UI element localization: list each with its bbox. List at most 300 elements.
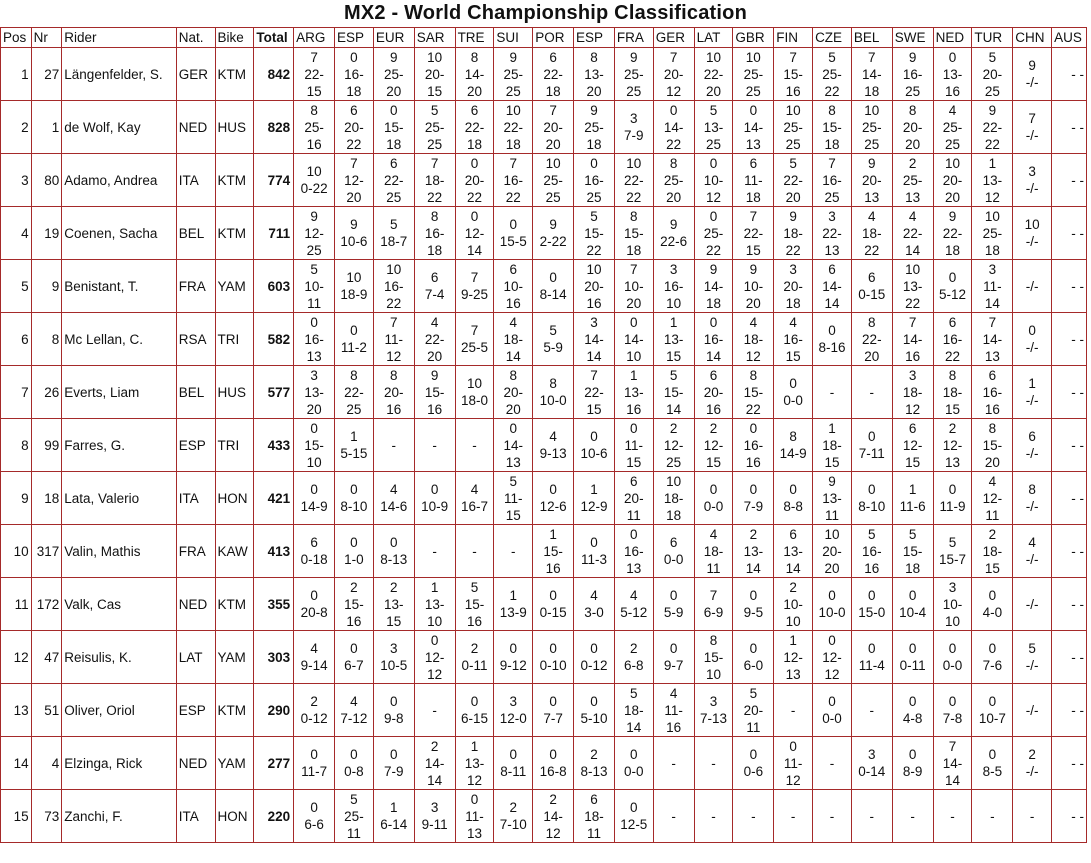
bike-cell: HUS — [215, 101, 254, 154]
race-result-cell: 3 10-5 — [373, 631, 414, 684]
nationality-cell: RSA — [176, 313, 215, 366]
race-result-cell: - — [455, 525, 494, 578]
race-result-cell: 3 -/- — [1013, 154, 1052, 207]
race-result-cell: 0 11-9 — [933, 472, 972, 525]
race-result-cell: - - — [1052, 525, 1087, 578]
number-cell: 172 — [31, 578, 62, 631]
bike-cell: KTM — [215, 684, 254, 737]
race-result-cell: 6 20- 11 — [614, 472, 653, 525]
race-result-cell: 10 20- 20 — [813, 525, 852, 578]
column-header: Nat. — [176, 28, 215, 48]
total-points-cell: 413 — [254, 525, 294, 578]
race-result-cell: 0 6-15 — [455, 684, 494, 737]
position-cell: 9 — [1, 472, 32, 525]
race-result-cell: 0 6-0 — [733, 631, 774, 684]
race-result-cell: 0 14- 10 — [614, 313, 653, 366]
race-result-cell: 0 15-0 — [851, 578, 892, 631]
race-result-cell: 0 8-13 — [373, 525, 414, 578]
nationality-cell: ITA — [176, 790, 215, 843]
race-result-cell: 2 15- 16 — [335, 578, 374, 631]
race-result-cell: 10 25- 25 — [774, 101, 813, 154]
table-row — [1, 525, 1087, 578]
race-result-cell: 6 20- 16 — [694, 366, 733, 419]
bike-cell: KAW — [215, 525, 254, 578]
race-result-cell: - - — [1052, 48, 1087, 101]
race-result-cell: - - — [1052, 313, 1087, 366]
column-header: AUS — [1052, 28, 1087, 48]
race-result-cell: 4 12- 11 — [972, 472, 1013, 525]
race-result-cell: 0 9-12 — [494, 631, 533, 684]
race-result-cell: 0 11-3 — [574, 525, 615, 578]
race-result-cell: - — [851, 790, 892, 843]
race-result-cell: 1 13-9 — [494, 578, 533, 631]
race-result-cell: 0 11-4 — [851, 631, 892, 684]
total-points-cell: 355 — [254, 578, 294, 631]
race-result-cell: 0 6-6 — [294, 790, 335, 843]
race-result-cell: 5 16- 16 — [851, 525, 892, 578]
race-result-cell: 7 15- 16 — [774, 48, 813, 101]
race-result-cell: 6 18- 11 — [574, 790, 615, 843]
table-row — [1, 313, 1087, 366]
rider-cell: Everts, Liam — [62, 366, 176, 419]
column-header: Rider — [62, 28, 176, 48]
position-cell: 8 — [1, 419, 32, 472]
race-result-cell: 2 0-11 — [455, 631, 494, 684]
race-result-cell: - — [653, 790, 694, 843]
race-result-cell: 0 10-9 — [414, 472, 455, 525]
total-points-cell: 220 — [254, 790, 294, 843]
race-result-cell: 7 10- 20 — [614, 260, 653, 313]
race-result-cell: 3 10- 10 — [933, 578, 972, 631]
race-result-cell: 5 13- 25 — [694, 101, 733, 154]
race-result-cell: 7 16- 22 — [494, 154, 533, 207]
bike-cell: KTM — [215, 578, 254, 631]
race-result-cell: 7 18- 22 — [414, 154, 455, 207]
race-result-cell: 8 25- 16 — [294, 101, 335, 154]
race-result-cell: 2 12- 15 — [694, 419, 733, 472]
race-result-cell: 9 22- 22 — [972, 101, 1013, 154]
race-result-cell: 0 12-5 — [614, 790, 653, 843]
race-result-cell: 8 15- 18 — [813, 101, 852, 154]
race-result-cell: - - — [1052, 472, 1087, 525]
rider-cell: Längenfelder, S. — [62, 48, 176, 101]
race-result-cell: - — [694, 790, 733, 843]
race-result-cell: 9 18- 22 — [774, 207, 813, 260]
race-result-cell: 6 22- 18 — [533, 48, 574, 101]
race-result-cell: 7 22- 15 — [294, 48, 335, 101]
race-result-cell: - — [414, 419, 455, 472]
race-result-cell: 3 22- 13 — [813, 207, 852, 260]
race-result-cell: 0 14-9 — [294, 472, 335, 525]
race-result-cell: 9 16- 25 — [892, 48, 933, 101]
race-result-cell: 0 16- 25 — [574, 154, 615, 207]
race-result-cell: 0 0-10 — [533, 631, 574, 684]
race-result-cell: 3 20- 18 — [774, 260, 813, 313]
race-result-cell: 2 12- 25 — [653, 419, 694, 472]
race-result-cell: 10 20- 20 — [933, 154, 972, 207]
column-header: Nr — [31, 28, 62, 48]
race-result-cell: 0 8-10 — [851, 472, 892, 525]
race-result-cell: 3 11- 14 — [972, 260, 1013, 313]
number-cell: 26 — [31, 366, 62, 419]
race-result-cell: 4 18- 22 — [851, 207, 892, 260]
race-result-cell: 8 25- 20 — [653, 154, 694, 207]
race-result-cell: 5 25- 22 — [813, 48, 852, 101]
race-result-cell: 10 25- 18 — [972, 207, 1013, 260]
race-result-cell: 1 12- 13 — [774, 631, 813, 684]
race-result-cell: 0 7-8 — [933, 684, 972, 737]
race-result-cell: 4 14-6 — [373, 472, 414, 525]
race-result-cell: 9 -/- — [1013, 48, 1052, 101]
race-result-cell: -/- — [1013, 684, 1052, 737]
race-result-cell: 10 22- 22 — [614, 154, 653, 207]
position-cell: 6 — [1, 313, 32, 366]
race-result-cell: 0 5-10 — [574, 684, 615, 737]
column-header: POR — [533, 28, 574, 48]
bike-cell: YAM — [215, 631, 254, 684]
column-header: ESP — [574, 28, 615, 48]
total-points-cell: 582 — [254, 313, 294, 366]
race-result-cell: 0 0-11 — [892, 631, 933, 684]
race-result-cell: 0 12- 14 — [455, 207, 494, 260]
race-result-cell: 10 13- 22 — [892, 260, 933, 313]
race-result-cell: 3 7-13 — [694, 684, 733, 737]
race-result-cell: 7 22- 15 — [733, 207, 774, 260]
race-result-cell: - - — [1052, 154, 1087, 207]
race-result-cell: 0 5-12 — [933, 260, 972, 313]
race-result-cell: 1 13- 16 — [614, 366, 653, 419]
race-result-cell: 10 18-0 — [455, 366, 494, 419]
race-result-cell: 0 7-6 — [972, 631, 1013, 684]
number-cell: 1 — [31, 101, 62, 154]
race-result-cell: 0 4-8 — [892, 684, 933, 737]
race-result-cell: 1 5-15 — [335, 419, 374, 472]
race-result-cell: - — [414, 684, 455, 737]
race-result-cell: 0 16-8 — [533, 737, 574, 790]
race-result-cell: 0 0-6 — [733, 737, 774, 790]
column-header: EUR — [373, 28, 414, 48]
bike-cell: YAM — [215, 737, 254, 790]
race-result-cell: - — [774, 684, 813, 737]
race-result-cell: 5 25- 25 — [414, 101, 455, 154]
race-result-cell: 5 20- 25 — [972, 48, 1013, 101]
race-result-cell: 0 9-5 — [733, 578, 774, 631]
race-result-cell: 1 15- 16 — [533, 525, 574, 578]
race-result-cell: 10 22- 20 — [694, 48, 733, 101]
column-header: SUI — [494, 28, 533, 48]
race-result-cell: 2 0-12 — [294, 684, 335, 737]
rider-cell: Mc Lellan, C. — [62, 313, 176, 366]
column-header: NED — [933, 28, 972, 48]
race-result-cell: 8 15- 10 — [694, 631, 733, 684]
race-result-cell: 9 15- 16 — [414, 366, 455, 419]
race-result-cell: 3 12-0 — [494, 684, 533, 737]
number-cell: 99 — [31, 419, 62, 472]
race-result-cell: 0 12- 12 — [414, 631, 455, 684]
race-result-cell: 1 18- 15 — [813, 419, 852, 472]
total-points-cell: 421 — [254, 472, 294, 525]
race-result-cell: 6 11- 18 — [733, 154, 774, 207]
race-result-cell: 4 18- 12 — [733, 313, 774, 366]
race-result-cell: 3 14- 14 — [574, 313, 615, 366]
race-result-cell: 0 14- 22 — [653, 101, 694, 154]
race-result-cell: - - — [1052, 790, 1087, 843]
race-result-cell: - — [813, 366, 852, 419]
race-result-cell: 0 10-4 — [892, 578, 933, 631]
race-result-cell: 5 10- 11 — [294, 260, 335, 313]
rider-cell: Valk, Cas — [62, 578, 176, 631]
table-row — [1, 419, 1087, 472]
race-result-cell: 0 15- 10 — [294, 419, 335, 472]
race-result-cell: 5 -/- — [1013, 631, 1052, 684]
column-header: TUR — [972, 28, 1013, 48]
column-header: Pos — [1, 28, 32, 48]
race-result-cell: 2 -/- — [1013, 737, 1052, 790]
race-result-cell: 3 9-11 — [414, 790, 455, 843]
race-result-cell: 8 14-9 — [774, 419, 813, 472]
race-result-cell: 0 13- 16 — [933, 48, 972, 101]
race-result-cell: 0 10-0 — [813, 578, 852, 631]
nationality-cell: NED — [176, 578, 215, 631]
race-result-cell: - — [414, 525, 455, 578]
race-result-cell: 8 16- 18 — [414, 207, 455, 260]
race-result-cell: 0 8-10 — [335, 472, 374, 525]
race-result-cell: 7 -/- — [1013, 101, 1052, 154]
race-result-cell: 4 9-14 — [294, 631, 335, 684]
number-cell: 317 — [31, 525, 62, 578]
race-result-cell: - - — [1052, 419, 1087, 472]
column-header: SAR — [414, 28, 455, 48]
race-result-cell: 0 4-0 — [972, 578, 1013, 631]
column-header: GBR — [733, 28, 774, 48]
race-result-cell: 10 25- 25 — [533, 154, 574, 207]
race-result-cell: 5 15-7 — [933, 525, 972, 578]
number-cell: 8 — [31, 313, 62, 366]
race-result-cell: 0 6-7 — [335, 631, 374, 684]
rider-cell: Benistant, T. — [62, 260, 176, 313]
race-result-cell: 10 20- 15 — [414, 48, 455, 101]
race-result-cell: 2 14- 12 — [533, 790, 574, 843]
race-result-cell: 8 22- 20 — [851, 313, 892, 366]
position-cell: 4 — [1, 207, 32, 260]
total-points-cell: 842 — [254, 48, 294, 101]
race-result-cell: 5 11- 15 — [494, 472, 533, 525]
race-result-cell: 2 25- 13 — [892, 154, 933, 207]
race-result-cell: 10 0-22 — [294, 154, 335, 207]
table-row — [1, 366, 1087, 419]
race-result-cell: 0 0-0 — [694, 472, 733, 525]
bike-cell: HON — [215, 472, 254, 525]
race-result-cell: 0 7-7 — [533, 684, 574, 737]
race-result-cell: 8 20- 16 — [373, 366, 414, 419]
race-result-cell: 1 6-14 — [373, 790, 414, 843]
rider-cell: Coenen, Sacha — [62, 207, 176, 260]
nationality-cell: ESP — [176, 684, 215, 737]
nationality-cell: GER — [176, 48, 215, 101]
race-result-cell: - - — [1052, 207, 1087, 260]
column-header: SWE — [892, 28, 933, 48]
race-result-cell: 7 20- 20 — [533, 101, 574, 154]
race-result-cell: 4 3-0 — [574, 578, 615, 631]
race-result-cell: 2 13- 14 — [733, 525, 774, 578]
number-cell: 73 — [31, 790, 62, 843]
race-result-cell: 9 14- 18 — [694, 260, 733, 313]
race-result-cell: 6 0-0 — [653, 525, 694, 578]
race-result-cell: 9 20- 13 — [851, 154, 892, 207]
race-result-cell: 10 18-9 — [335, 260, 374, 313]
race-result-cell: - — [892, 790, 933, 843]
race-result-cell: - — [694, 737, 733, 790]
race-result-cell: 7 14- 14 — [933, 737, 972, 790]
race-result-cell: 0 0-0 — [813, 684, 852, 737]
race-result-cell: -/- — [1013, 578, 1052, 631]
bike-cell: HON — [215, 790, 254, 843]
race-result-cell: - — [653, 737, 694, 790]
race-result-cell: 0 11- 15 — [614, 419, 653, 472]
table-row — [1, 472, 1087, 525]
race-result-cell: 7 6-9 — [694, 578, 733, 631]
column-header: CZE — [813, 28, 852, 48]
race-result-cell: 6 7-4 — [414, 260, 455, 313]
race-result-cell: - — [373, 419, 414, 472]
total-points-cell: 577 — [254, 366, 294, 419]
race-result-cell: 0 9-7 — [653, 631, 694, 684]
race-result-cell: 0 8-11 — [494, 737, 533, 790]
race-result-cell: 0 11-7 — [294, 737, 335, 790]
column-header: CHN — [1013, 28, 1052, 48]
race-result-cell: 5 5-9 — [533, 313, 574, 366]
race-result-cell: 6 0-18 — [294, 525, 335, 578]
race-result-cell: 3 18- 12 — [892, 366, 933, 419]
race-result-cell: - - — [1052, 101, 1087, 154]
race-result-cell: 10 25- 25 — [733, 48, 774, 101]
race-result-cell: 0 10-6 — [574, 419, 615, 472]
rider-cell: Adamo, Andrea — [62, 154, 176, 207]
race-result-cell: 1 13- 10 — [414, 578, 455, 631]
race-result-cell: 10 -/- — [1013, 207, 1052, 260]
race-result-cell: - - — [1052, 737, 1087, 790]
total-points-cell: 277 — [254, 737, 294, 790]
race-result-cell: 7 20- 12 — [653, 48, 694, 101]
race-result-cell: 9 22- 18 — [933, 207, 972, 260]
race-result-cell: 1 13- 12 — [455, 737, 494, 790]
position-cell: 11 — [1, 578, 32, 631]
nationality-cell: NED — [176, 737, 215, 790]
race-result-cell: 5 18-7 — [373, 207, 414, 260]
race-result-cell: 0 12-6 — [533, 472, 574, 525]
column-header: TRE — [455, 28, 494, 48]
race-result-cell: 5 20- 11 — [733, 684, 774, 737]
classification-table — [0, 27, 1087, 843]
position-cell: 13 — [1, 684, 32, 737]
column-header: ARG — [294, 28, 335, 48]
race-result-cell: 9 13- 11 — [813, 472, 852, 525]
race-result-cell: 8 20- 20 — [892, 101, 933, 154]
table-row — [1, 260, 1087, 313]
race-result-cell: 8 14- 20 — [455, 48, 494, 101]
race-result-cell: 0 16- 18 — [335, 48, 374, 101]
race-result-cell: - - — [1052, 631, 1087, 684]
total-points-cell: 433 — [254, 419, 294, 472]
race-result-cell: 0 0-0 — [774, 366, 813, 419]
rider-cell: Oliver, Oriol — [62, 684, 176, 737]
column-header: LAT — [694, 28, 733, 48]
number-cell: 80 — [31, 154, 62, 207]
race-result-cell: 9 25- 25 — [614, 48, 653, 101]
race-result-cell: 0 -/- — [1013, 313, 1052, 366]
race-result-cell: 5 15- 14 — [653, 366, 694, 419]
race-result-cell: 7 9-25 — [455, 260, 494, 313]
rider-cell: Lata, Valerio — [62, 472, 176, 525]
race-result-cell: 4 9-13 — [533, 419, 574, 472]
bike-cell: TRI — [215, 313, 254, 366]
race-result-cell: 3 16- 10 — [653, 260, 694, 313]
race-result-cell: 0 10-7 — [972, 684, 1013, 737]
total-points-cell: 774 — [254, 154, 294, 207]
table-row — [1, 737, 1087, 790]
race-result-cell: 0 15- 18 — [373, 101, 414, 154]
race-result-cell: 2 14- 14 — [414, 737, 455, 790]
nationality-cell: FRA — [176, 525, 215, 578]
race-result-cell: 4 11- 16 — [653, 684, 694, 737]
race-result-cell: - - — [1052, 578, 1087, 631]
race-result-cell: 2 13- 15 — [373, 578, 414, 631]
column-header: BEL — [851, 28, 892, 48]
race-result-cell: 9 25- 25 — [494, 48, 533, 101]
rider-cell: Elzinga, Rick — [62, 737, 176, 790]
race-result-cell: 8 15- 22 — [733, 366, 774, 419]
race-result-cell: 0 7-9 — [733, 472, 774, 525]
column-header: Bike — [215, 28, 254, 48]
race-result-cell: 4 16- 15 — [774, 313, 813, 366]
race-result-cell: 4 22- 14 — [892, 207, 933, 260]
position-cell: 2 — [1, 101, 32, 154]
race-result-cell: 0 14- 13 — [494, 419, 533, 472]
race-result-cell: 9 12- 25 — [294, 207, 335, 260]
race-result-cell: 0 15-5 — [494, 207, 533, 260]
position-cell: 5 — [1, 260, 32, 313]
race-result-cell: 0 11-2 — [335, 313, 374, 366]
race-result-cell: 2 6-8 — [614, 631, 653, 684]
column-header: GER — [653, 28, 694, 48]
page-title: MX2 - World Championship Classification — [343, 2, 748, 24]
race-result-cell: 0 8-14 — [533, 260, 574, 313]
race-result-cell: 0 11- 12 — [774, 737, 813, 790]
race-result-cell: 0 20-8 — [294, 578, 335, 631]
bike-cell: KTM — [215, 154, 254, 207]
race-result-cell: - - — [1052, 684, 1087, 737]
race-result-cell: 8 15- 20 — [972, 419, 1013, 472]
race-result-cell: 1 11-6 — [892, 472, 933, 525]
header-row — [1, 28, 1087, 48]
race-result-cell: 9 25- 18 — [574, 101, 615, 154]
rider-cell: Reisulis, K. — [62, 631, 176, 684]
race-result-cell: 0 16- 13 — [294, 313, 335, 366]
race-result-cell: - — [933, 790, 972, 843]
race-result-cell: 5 22- 20 — [774, 154, 813, 207]
race-result-cell: 5 15- 18 — [892, 525, 933, 578]
race-result-cell: 3 7-9 — [614, 101, 653, 154]
position-cell: 3 — [1, 154, 32, 207]
table-row — [1, 790, 1087, 843]
total-points-cell: 603 — [254, 260, 294, 313]
race-result-cell: 2 8-13 — [574, 737, 615, 790]
race-result-cell: 3 0-14 — [851, 737, 892, 790]
column-header: Total — [254, 28, 294, 48]
race-result-cell: 10 18- 18 — [653, 472, 694, 525]
race-result-cell: 7 14- 16 — [892, 313, 933, 366]
race-result-cell: 4 25- 25 — [933, 101, 972, 154]
